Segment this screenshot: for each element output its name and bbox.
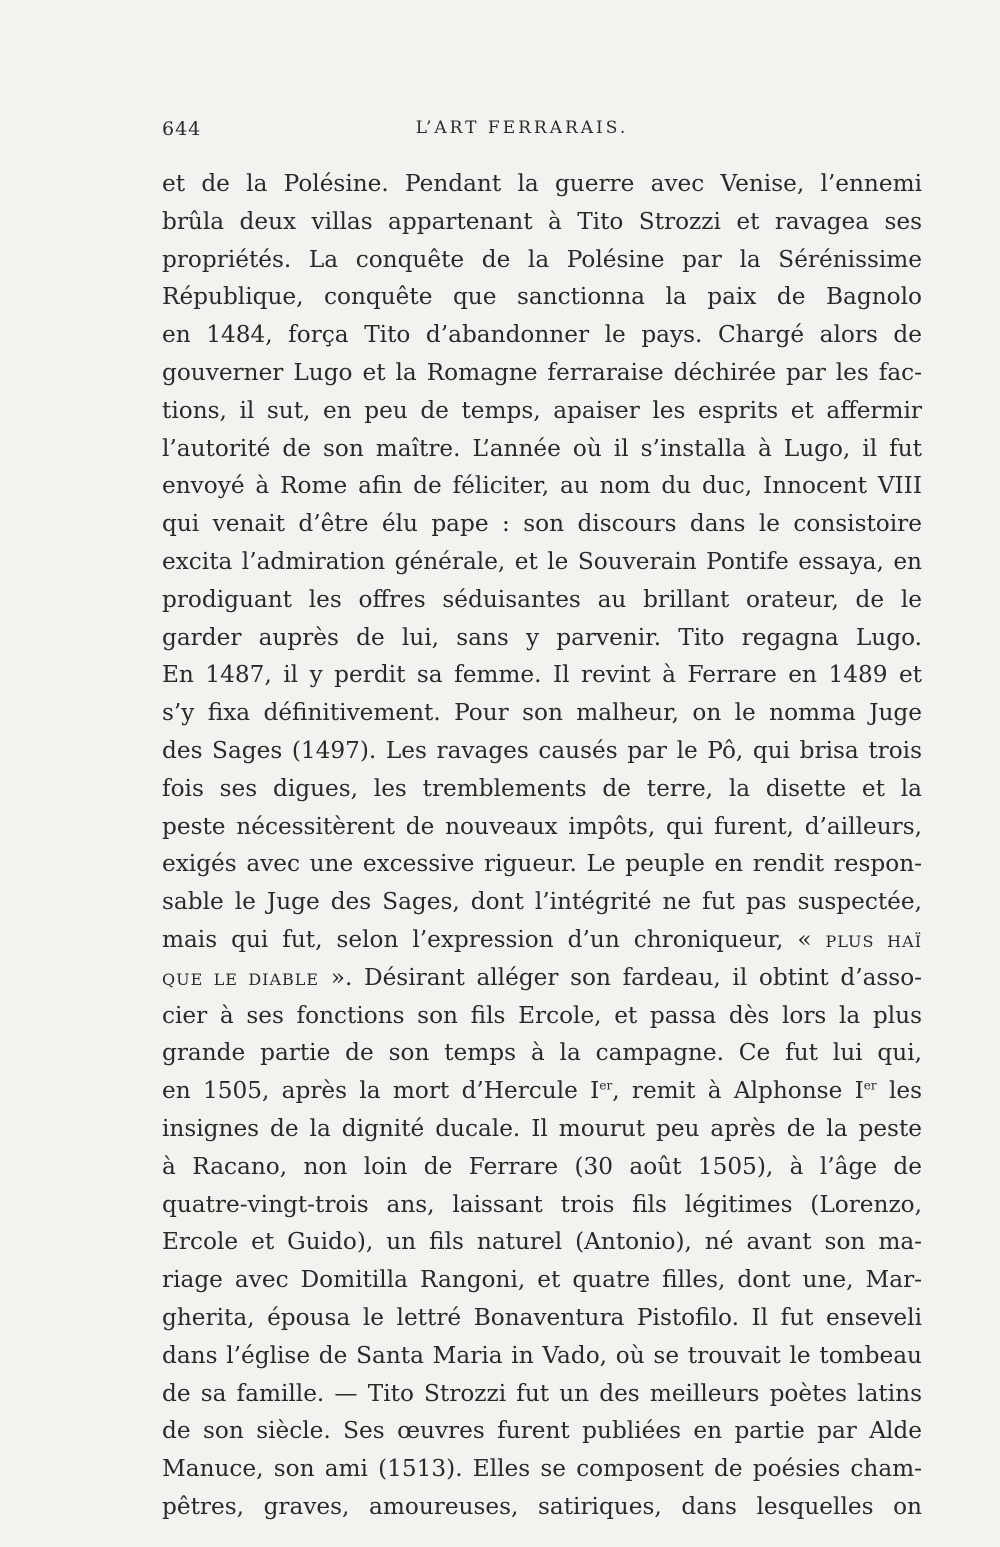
text-line: grande partie de son temps à la campagne. Ce fut lui qui, — [162, 1039, 922, 1067]
text-line: gherita, épousa le lettré Bonaventura Pistofilo. Il fut enseveli — [162, 1303, 922, 1331]
running-title: L’ART FERRARAIS. — [415, 118, 629, 138]
text-segment: en 1505, après la mort d’Hercule I — [162, 1077, 600, 1105]
text-line: à Racano, non loin de Ferrare (30 août 1505), à l’âge de — [162, 1152, 922, 1180]
text-line: des Sages (1497). Les ravages causés par le Pô, qui brisa trois — [162, 736, 922, 764]
text-line-quote-end — [162, 959, 922, 997]
superscript: er — [863, 1078, 877, 1093]
text-line: de sa famille. — Tito Strozzi fut un des meilleurs poètes latins — [162, 1379, 922, 1407]
text-segment: les — [876, 1077, 922, 1105]
page-number: 644 — [162, 118, 202, 140]
text-line: République, conquête que sanctionna la paix de Bagnolo — [162, 283, 922, 311]
text-line: peste nécessitèrent de nouveaux impôts, qui furent, d’ailleurs, — [162, 812, 922, 840]
text-line: riage avec Domitilla Rangoni, et quatre filles, dont une, Mar- — [162, 1266, 922, 1294]
text-line: brûla deux villas appartenant à Tito Strozzi et ravagea ses — [162, 207, 922, 235]
text-line: Manuce, son ami (1513). Elles se composent de poésies cham- — [162, 1455, 922, 1483]
text-line: exigés avec une excessive rigueur. Le peuple en rendit respon- — [162, 850, 922, 878]
text-line: prodiguant les offres séduisantes au brillant orateur, de le — [162, 585, 922, 613]
text-line-quote-start — [162, 921, 922, 959]
text-segment: ». Désirant alléger son fardeau, il obtint d’asso- — [330, 963, 922, 991]
text-segment: , remit à Alphonse I — [612, 1077, 864, 1105]
text-line: et de la Polésine. Pendant la guerre avec Venise, l’ennemi — [162, 170, 922, 197]
text-line: insignes de la dignité ducale. Il mourut peu après de la peste — [162, 1114, 922, 1142]
text-line: Ercole et Guido), un fils naturel (Antonio), né avant son ma- — [162, 1228, 922, 1256]
running-head — [162, 118, 922, 148]
text-line: qui venait d’être élu pape : son discours dans le consistoire — [162, 510, 922, 538]
text-line: garder auprès de lui, sans y parvenir. Tito regagna Lugo. — [162, 623, 922, 651]
text-line: tions, il sut, en peu de temps, apaiser les esprits et affermir — [162, 396, 922, 424]
text-line: fois ses digues, les tremblements de terre, la disette et la — [162, 774, 922, 802]
superscript: er — [599, 1078, 613, 1093]
text-line: pêtres, graves, amoureuses, satiriques, dans lesquelles on — [162, 1492, 922, 1520]
text-line: excita l’admiration générale, et le Souverain Pontife essaya, en — [162, 547, 922, 575]
text-line: En 1487, il y perdit sa femme. Il revint à Ferrare en 1489 et — [162, 661, 922, 689]
text-line: quatre-vingt-trois ans, laissant trois fils légitimes (Lorenzo, — [162, 1190, 922, 1218]
text-line: s’y fixa définitivement. Pour son malheur, on le nomma Juge — [162, 699, 922, 727]
text-line: en 1484, força Tito d’abandonner le pays. Chargé alors de — [162, 321, 922, 349]
text-line: de son siècle. Ses œuvres furent publiées en partie par Alde — [162, 1417, 922, 1445]
text-segment: mais qui fut, selon l’expression d’un chroniqueur, « — [162, 925, 812, 953]
text-line: envoyé à Rome afin de féliciter, au nom du duc, Innocent VIII — [162, 472, 922, 500]
text-line: propriétés. La conquête de la Polésine par la Sérénissime — [162, 245, 922, 273]
small-caps-quote: PLUS HAÏ — [825, 931, 922, 951]
text-line: l’autorité de son maître. L’année où il s’installa à Lugo, il fut — [162, 434, 922, 462]
small-caps-quote: QUE LE DIABLE — [162, 969, 320, 989]
text-line: dans l’église de Santa Maria in Vado, où se trouvait le tombeau — [162, 1341, 922, 1369]
text-line: cier à ses fonctions son fils Ercole, et passa dès lors la plus — [162, 1001, 922, 1029]
text-line-superscripts — [162, 1072, 922, 1110]
text-line: gouverner Lugo et la Romagne ferraraise déchirée par les fac- — [162, 358, 922, 386]
body-text — [162, 165, 922, 1526]
text-line: sable le Juge des Sages, dont l’intégrité ne fut pas suspectée, — [162, 888, 922, 916]
